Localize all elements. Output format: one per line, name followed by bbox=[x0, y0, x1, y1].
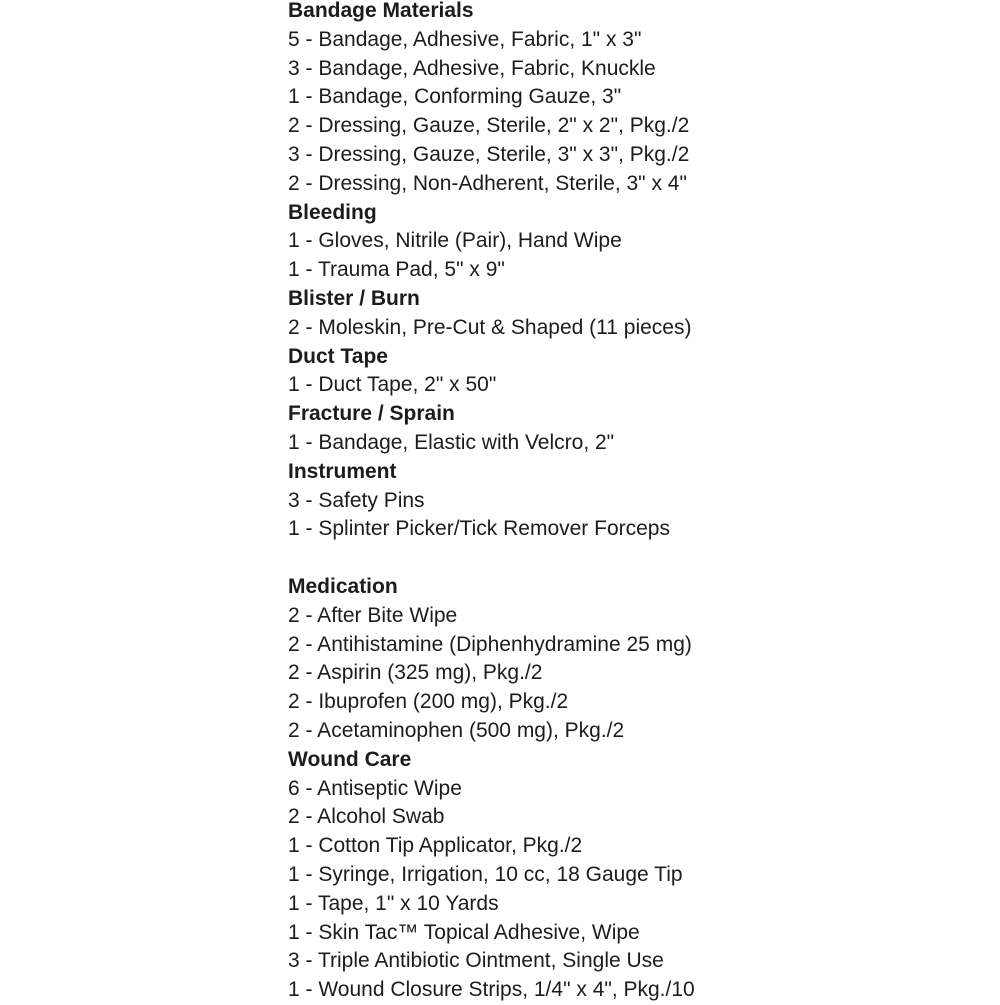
list-item: 1 - Wound Closure Strips, 1/4" x 4", Pkg./10 bbox=[288, 978, 695, 1002]
list-item: 1 - Bandage, Elastic with Velcro, 2" bbox=[288, 430, 615, 454]
list-item: 1 - Trauma Pad, 5" x 9" bbox=[288, 258, 505, 282]
list-item: 6 - Antiseptic Wipe bbox=[288, 776, 462, 800]
list-item: 3 - Triple Antibiotic Ointment, Single Use bbox=[288, 949, 664, 973]
list-item: 1 - Syringe, Irrigation, 10 cc, 18 Gauge Tip bbox=[288, 862, 683, 886]
section-title: Duct Tape bbox=[288, 344, 388, 368]
list-item: 2 - Dressing, Non-Adherent, Sterile, 3" x 4" bbox=[288, 171, 687, 195]
kit-section bbox=[288, 573, 695, 746]
section-title: Bleeding bbox=[288, 200, 377, 224]
section-title: Fracture / Sprain bbox=[288, 402, 455, 426]
section-title: Instrument bbox=[288, 459, 397, 483]
list-item: 2 - Ibuprofen (200 mg), Pkg./2 bbox=[288, 690, 569, 714]
list-item: 1 - Gloves, Nitrile (Pair), Hand Wipe bbox=[288, 229, 622, 253]
section-title: Medication bbox=[288, 574, 398, 598]
section-spacer bbox=[288, 544, 695, 573]
list-item: 1 - Splinter Picker/Tick Remover Forceps bbox=[288, 517, 670, 541]
list-item: 2 - Dressing, Gauze, Sterile, 2" x 2", Pkg./2 bbox=[288, 114, 690, 138]
list-item: 3 - Safety Pins bbox=[288, 488, 425, 512]
list-item: 1 - Skin Tac™ Topical Adhesive, Wipe bbox=[288, 920, 640, 944]
list-item: 1 - Bandage, Conforming Gauze, 3" bbox=[288, 85, 622, 109]
list-item: 2 - After Bite Wipe bbox=[288, 603, 458, 627]
list-item: 5 - Bandage, Adhesive, Fabric, 1" x 3" bbox=[288, 27, 642, 51]
kit-section bbox=[288, 343, 695, 401]
kit-section bbox=[288, 746, 695, 1005]
list-item: 2 - Antihistamine (Diphenhydramine 25 mg) bbox=[288, 632, 692, 656]
kit-section bbox=[288, 285, 695, 343]
kit-section bbox=[288, 0, 695, 199]
list-item: 1 - Cotton Tip Applicator, Pkg./2 bbox=[288, 834, 583, 858]
list-item: 2 - Aspirin (325 mg), Pkg./2 bbox=[288, 661, 543, 685]
section-title: Wound Care bbox=[288, 747, 412, 771]
kit-section bbox=[288, 400, 695, 458]
list-item: 3 - Bandage, Adhesive, Fabric, Knuckle bbox=[288, 56, 656, 80]
first-aid-kit-contents-list bbox=[288, 0, 695, 1005]
kit-section bbox=[288, 199, 695, 285]
list-item: 2 - Acetaminophen (500 mg), Pkg./2 bbox=[288, 718, 625, 742]
list-item: 2 - Alcohol Swab bbox=[288, 805, 445, 829]
section-title: Blister / Burn bbox=[288, 286, 420, 310]
list-item: 3 - Dressing, Gauze, Sterile, 3" x 3", Pkg./2 bbox=[288, 142, 690, 166]
list-item: 1 - Tape, 1" x 10 Yards bbox=[288, 891, 499, 915]
list-item: 2 - Moleskin, Pre-Cut & Shaped (11 pieces) bbox=[288, 315, 692, 339]
section-title: Bandage Materials bbox=[288, 0, 474, 22]
list-item: 1 - Duct Tape, 2" x 50" bbox=[288, 373, 497, 397]
kit-section bbox=[288, 458, 695, 544]
